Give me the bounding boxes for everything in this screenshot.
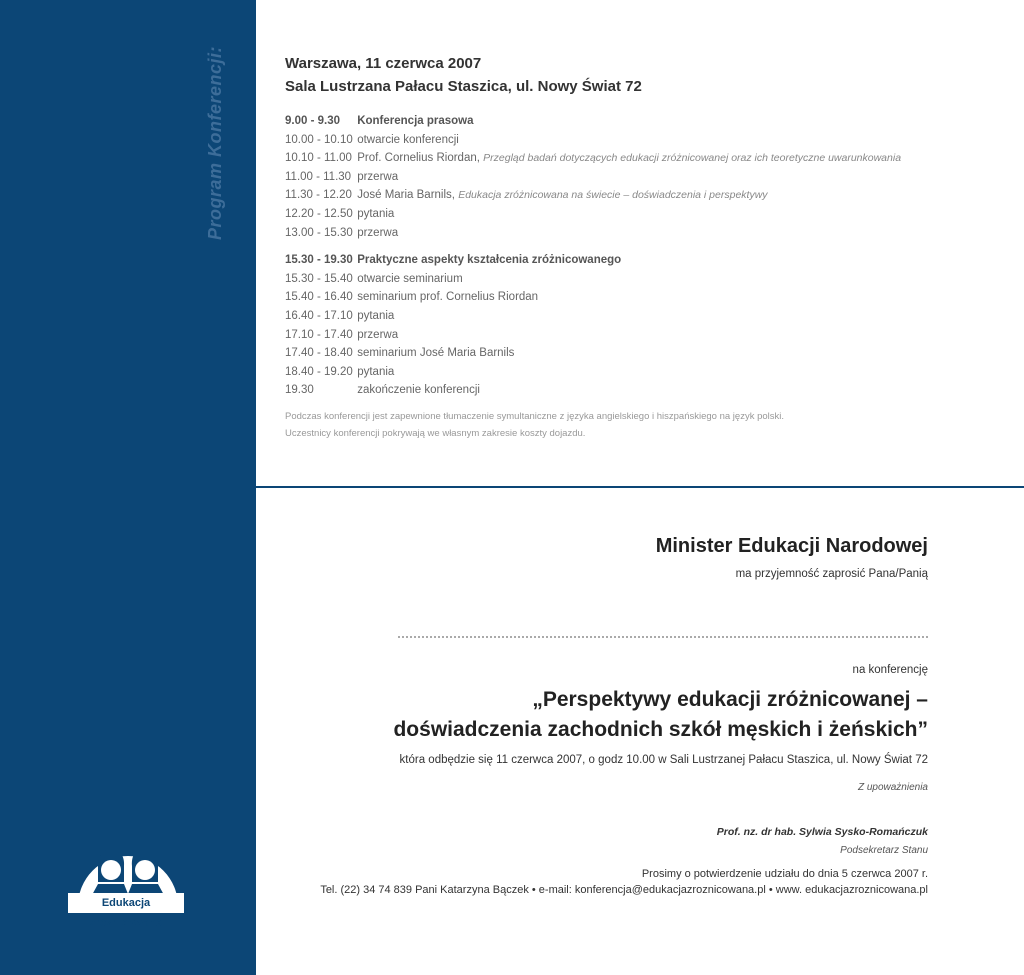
schedule-row: 13.00 - 15.30 przerwa (285, 226, 399, 239)
schedule-row: 16.40 - 17.10 pytania (285, 309, 395, 322)
program-title: Program Konferencji: (205, 45, 225, 240)
schedule-row: 17.10 - 17.40 przerwa (285, 328, 399, 341)
notes (285, 408, 1005, 442)
schedule-row: 10.10 - 11.00 Prof. Cornelius Riordan, Przegląd badań dotyczących edukacji zróżnicowanej oraz ich teoretyczne uwarunkowania (285, 152, 902, 165)
conference-title-line1: „Perspektywy edukacji zróżnicowanej – (532, 688, 928, 711)
schedule-row: 9.00 - 9.30 Konferencja prasowa (285, 115, 474, 127)
schedule-row: 19.30 zakończenie konferencji (285, 384, 480, 397)
on-conference-text: na konferencję (852, 664, 928, 676)
section-divider (256, 486, 1024, 488)
schedule (285, 112, 1005, 400)
program-section (285, 52, 1005, 442)
schedule-row: 18.40 - 19.20 pytania (285, 365, 395, 378)
note-travel: Uczestnicy konferencji pokrywają we własnym zakresie koszty dojazdu. (285, 427, 586, 439)
contact-info: Tel. (22) 34 74 839 Pani Katarzyna Bączek • e-mail: konferencja@edukacjazroznicowana.pl • www. edukacjazroznicowana.pl (320, 884, 928, 896)
venue-date: Warszawa, 11 czerwca 2007 (285, 55, 482, 72)
signer-name: Prof. nz. dr hab. Sylwia Sysko-Romańczuk (716, 826, 928, 838)
schedule-row: 10.00 - 10.10 otwarcie konferencji (285, 133, 459, 146)
authorization-text: Z upoważnienia (857, 782, 928, 793)
event-details: która odbędzie się 11 czerwca 2007, o godz 10.00 w Sali Lustrzanej Pałacu Staszica, ul. Nowy Świat 72 (399, 754, 928, 766)
signer-role: Podsekretarz Stanu (840, 845, 928, 856)
schedule-row: 11.00 - 11.30 przerwa (285, 170, 399, 183)
venue-address: Sala Lustrzana Pałacu Staszica, ul. Nowy Świat 72 (285, 78, 642, 95)
dotted-line (398, 636, 928, 638)
note-translation: Podczas konferencji jest zapewnione tłumaczenie symultaniczne z języka angielskiego i hiszpańskiego na język polski. (285, 410, 785, 422)
invite-text: ma przyjemność zaprosić Pana/Panią (735, 568, 928, 580)
schedule-row: 12.20 - 12.50 pytania (285, 207, 395, 220)
logo-label: Edukacja zróżnicowana (68, 893, 184, 913)
schedule-row: 17.40 - 18.40 seminarium José Maria Barnils (285, 347, 515, 360)
conference-title-line2: doświadczenia zachodnich szkół męskich i żeńskich” (393, 718, 928, 741)
rsvp-text: Prosimy o potwierdzenie udziału do dnia 5 czerwca 2007 r. (641, 868, 928, 880)
minister-heading: Minister Edukacji Narodowej (655, 535, 928, 557)
schedule-row: 15.40 - 16.40 seminarium prof. Cornelius Riordan (285, 291, 539, 304)
sidebar (0, 0, 256, 975)
schedule-row: 15.30 - 19.30 Praktyczne aspekty kształcenia zróżnicowanego (285, 254, 622, 267)
schedule-row: 11.30 - 12.20 José Maria Barnils, Edukacja zróżnicowana na świecie – doświadczenia i perspektywy (285, 189, 768, 202)
schedule-row: 15.30 - 15.40 otwarcie seminarium (285, 272, 463, 285)
